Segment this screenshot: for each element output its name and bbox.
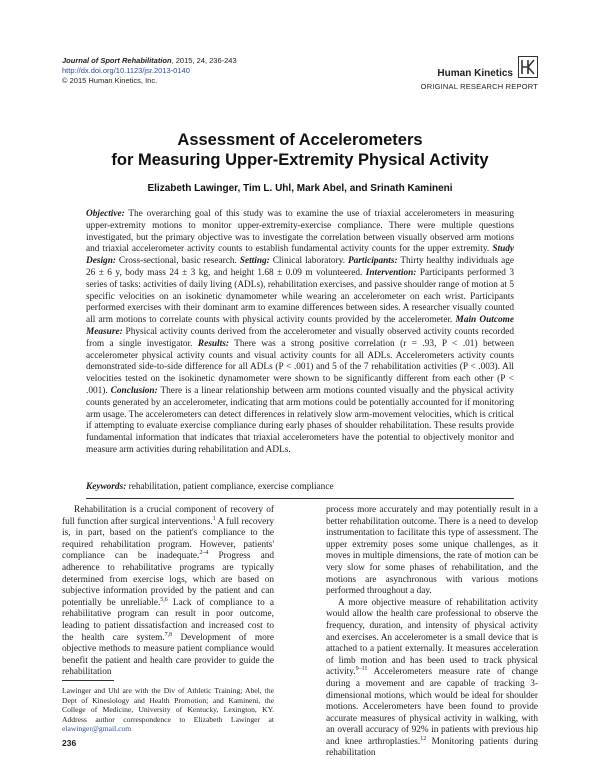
publisher-header <box>421 56 538 91</box>
author-email-link[interactable]: elawinger@gmail.com <box>62 724 132 734</box>
section-divider <box>86 498 514 499</box>
body-paragraph: process more accurately and may potentially result in a better rehabilitation outcome. There is a need to develop instrumentation to facilitate this type of assessment. The upper extremity poses some unique challenges, as it moves in multiple dimensions, the rate of motion can be very slow for some phases of rehabilitation, and the motions are asynchronous with various motions performed throughout a day. <box>326 505 538 597</box>
body-column-left <box>62 505 274 679</box>
keywords: Keywords: rehabilitation, patient compliance, exercise compliance <box>86 482 334 492</box>
body-paragraph: A more objective measure of rehabilitation activity would allow the health care professional to observe the frequency, duration, and intensity of physical activity and exercises. An accelerometer is a small device that is attached to a patient externally. It measures acceleration of limb motion and has been used to track physical activity.$^{9-11}$ Accelerometers measure rate of change during a movement and are capable of tracking 3-dimensional motions, which would be ideal for shoulder motions. Accelerometers have been found to provide accurate measures of physical activity in walking, with an overall accuracy of 92% in patients with previous hip and knee arthroplasties.$^{12}$ Monitoring patients during rehabilitation <box>326 597 539 759</box>
article-title: Assessment of Accelerometers for Measuring Upper-Extremity Physical Activity <box>111 131 489 169</box>
body-paragraph: Rehabilitation is a crucial component of recovery of full function after surgical interventions.$^1$ A full recovery is, in part, based on the patient's compliance to the required rehabilitation program. However, patients' compliance can be inadequate.$^{2-4}$ Progress and adherence to rehabilitative programs are typically determined from exercise logs, which are based on subjective information provided by the patient and can potentially be unreliable.$^{5,6}$ Lack of compliance to a rehabilitative program can result in poor outcome, leading to patient dissatisfaction and increased cost to the health care system.$^{7,8}$ Development of more objective methods to measure patient compliance would benefit the patient and health care provider to guide the rehabilitation <box>62 505 275 678</box>
footnote-rule <box>62 680 114 681</box>
journal-name: Journal of Sport Rehabilitation <box>62 56 172 65</box>
copyright: © 2015 Human Kinetics, Inc. <box>62 76 158 85</box>
doi-link[interactable]: http://dx.doi.org/10.1123/jsr.2013-0140 <box>62 66 190 75</box>
article-type: ORIGINAL RESEARCH REPORT <box>420 82 538 91</box>
body-column-right <box>326 505 538 760</box>
author-list: Elizabeth Lawinger, Tim L. Uhl, Mark Abel, and Srinath Kamineni <box>147 183 453 194</box>
page-number: 236 <box>62 738 77 748</box>
abstract: Objective: The overarching goal of this study was to examine the use of triaxial accelerometers in measuring upper-extremity motions to monitor upper-extremity-exercise compliance. There were multiple questions investigated, but the primary objective was to investigate the correlation between visually observed arm motions and triaxial accelerometer activity counts to establish fundamental activity counts for the upper extremity. Study Design: Cross-sectional, basic research. Setting: Clinical laboratory. Participants: Thirty healthy individuals age 26 ± 6 y, body mass 24 ± 3 kg, and height 1.68 ± 0.09 m volunteered. Intervention: Participants performed 3 series of tasks: activities of daily living (ADLs), rehabilitation exercises, and passive shoulder range of motion at 5 specific velocities on an isokinetic dynamometer while wearing an accelerometer on each wrist. Participants performed exercises with their dominant arm to examine differences between sides. A researcher visually counted all arm motions to correlate counts with physical activity counts provided by the accelerometer. Main Outcome Measure: Physical activity counts derived from the accelerometer and visually observed activity counts recorded from a single investigator. Results: There was a strong positive correlation (r = .93, P < .01) between accelerometer physical activity counts and visual activity counts for all ADLs. Accelerometers activity counts demonstrated side-to-side difference for all ADLs (P < .001) and 5 of the 7 rehabilitation activities (P < .003). All velocities tested on the isokinetic dynamometer were shown to be significantly different from each other (P < .001). Conclusion: There is a linear relationship between arm motions counted visually and the physical activity counts generated by an accelerometer, indicating that arm motions could be potentially accounted for if monitoring arm usage. The accelerometers can detect differences in relatively slow arm-movement velocities, which is critical if attempting to evaluate exercise compliance during early phases of shoulder rehabilitation. These results provide fundamental information that indicates that triaxial accelerometers have the potential to objectively monitor and measure arm activities during rehabilitation and ADLs. <box>86 209 515 455</box>
human-kinetics-logo-icon <box>518 56 538 78</box>
author-footnote: Lawinger and Uhl are with the Div of Athletic Training; Abel, the Dept of Kinesiology and Health Promotion; and Kamineni, the College of Medicine, University of Kentucky, Lexington, KY. Address author correspondence to Elizabeth Lawinger at elawinger@gmail.com <box>62 686 274 734</box>
journal-citation: Journal of Sport Rehabilitation, 2015, 24, 236-243 <box>62 56 237 65</box>
publisher-name: Human Kinetics <box>437 68 513 79</box>
journal-header <box>62 56 237 86</box>
